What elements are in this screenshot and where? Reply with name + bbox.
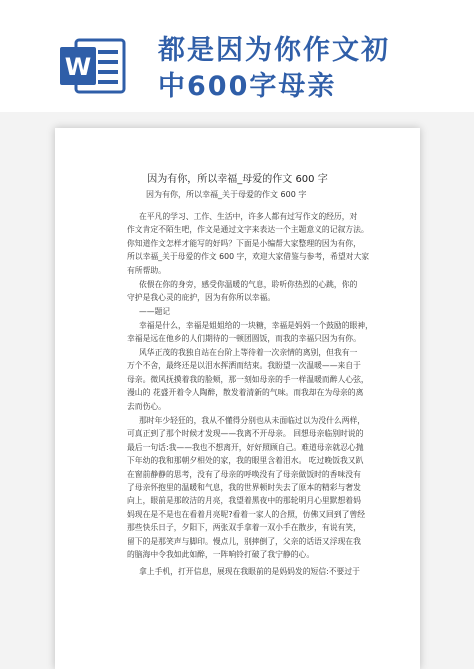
text-line: 风华正茂的我独自站在台阶上等待着一次亲情的离别，但我有一 bbox=[139, 348, 358, 357]
header-banner bbox=[0, 0, 474, 112]
text-line: 守护是我心灵的庇护，因为有你所以幸福。 bbox=[127, 293, 276, 303]
text-line: 的脑海中令我如此如醉，一阵响铃打破了我宁静的心。 bbox=[127, 550, 315, 560]
text-line: 可真正到了那个时候才发现——我离不开母亲。 回想母亲临别时说的 bbox=[127, 429, 364, 439]
text-line: 那些快乐日子，夕阳下，两张双手拿着一双小手在散步，有说有笑， bbox=[127, 523, 361, 533]
text-line: 妈现在是不是也在看着月亮呢?看着一家人的合照，仿佛又回到了曾经 bbox=[127, 509, 366, 519]
text-line: 有所帮助。 bbox=[127, 265, 166, 275]
word-document-icon bbox=[58, 38, 128, 94]
paragraph-intro bbox=[127, 210, 387, 277]
text-line: 万个不舍，最终还是以泪水挥洒而结束。我盼望一次温暖——来自于 bbox=[127, 361, 361, 371]
text-line: ——题记 bbox=[139, 307, 171, 316]
text-line: 下年幼的我和那朝夕相处的家，我的眼里含着泪水。 吃过晚饭我又趴 bbox=[127, 456, 364, 466]
paragraph-epigraph-source bbox=[127, 305, 387, 318]
text-line: 拿上手机，打开信息，展现在我眼前的是妈妈发的短信:不要过于 bbox=[139, 567, 360, 576]
text-line: 所以幸福_关于母爱的作文 600 字，欢迎大家借鉴与参考，希望对大家 bbox=[127, 252, 370, 262]
paragraph-farewell bbox=[127, 346, 387, 413]
text-line: 母亲。微风抚摸着我的脸颊，那一刻如母亲的手一样温暖而醉人心弦， bbox=[127, 374, 369, 384]
paragraph-phone bbox=[127, 565, 387, 578]
text-line: 幸福是什么，幸福是姐姐给的一块糖，幸福是妈妈一个鼓励的眼神， bbox=[139, 321, 373, 330]
text-line: 在窗前静静的思考，没有了母亲的呼唤没有了母亲做饭时的香味没有 bbox=[127, 469, 361, 479]
text-line: 幸福是远在他乡的人们期待的一顿团圆饭，而我的幸福只因为有你。 bbox=[127, 334, 361, 344]
document-title: 因为有你，所以幸福_母爱的作文 600 字 bbox=[147, 174, 328, 185]
text-line: 向上，眼前是那皎洁的月亮，我望着黑夜中的那轮明月心里默想着妈 bbox=[127, 496, 361, 506]
document-page bbox=[55, 128, 420, 669]
paragraph-epigraph bbox=[127, 278, 387, 305]
page-title-line-2: 中600字母亲 bbox=[158, 71, 337, 102]
text-line: 最后一句话:我——我也不想离开，好好照顾自己。难道母亲就忍心抛 bbox=[127, 442, 364, 452]
page-title-line-1: 都是因为你作文初 bbox=[158, 35, 390, 66]
text-line: 在平凡的学习、工作、生活中，许多人都有过写作文的经历，对 bbox=[139, 212, 358, 221]
text-line: 依偎在你的身旁，感受你温暖的气息，聆听你热烈的心跳，你的 bbox=[139, 280, 358, 289]
text-line: 去而伤心。 bbox=[127, 401, 166, 411]
paragraph-memory bbox=[127, 414, 387, 561]
text-line: 漫山的 花盛开着令人陶醉，散发着清新的气味。而我却在为母亲的离 bbox=[127, 388, 364, 398]
text-line: 那时年少轻狂的，我从不懂得分别也从未面临过以为没什么两样， bbox=[139, 416, 366, 425]
document-subtitle: 因为有你，所以幸福_关于母爱的作文 600 字 bbox=[146, 190, 307, 199]
text-line: 留下的是那笑声与脚印。慢点儿，别摔倒了，父亲的话语又浮现在我 bbox=[127, 536, 361, 546]
text-line: 你知道作文怎样才能写的好吗？下面是小编帮大家整理的因为有你， bbox=[127, 238, 361, 248]
text-line: 了母亲怀抱里的温暖和气息，我的世界顿时失去了原本的精彩与奢发 bbox=[127, 483, 361, 493]
paragraph-happiness bbox=[127, 319, 387, 346]
word-icon-letter: W bbox=[64, 53, 92, 81]
text-line: 作文肯定不陌生吧，作文是通过文字来表达一个主题意义的记叙方法。 bbox=[127, 225, 369, 235]
